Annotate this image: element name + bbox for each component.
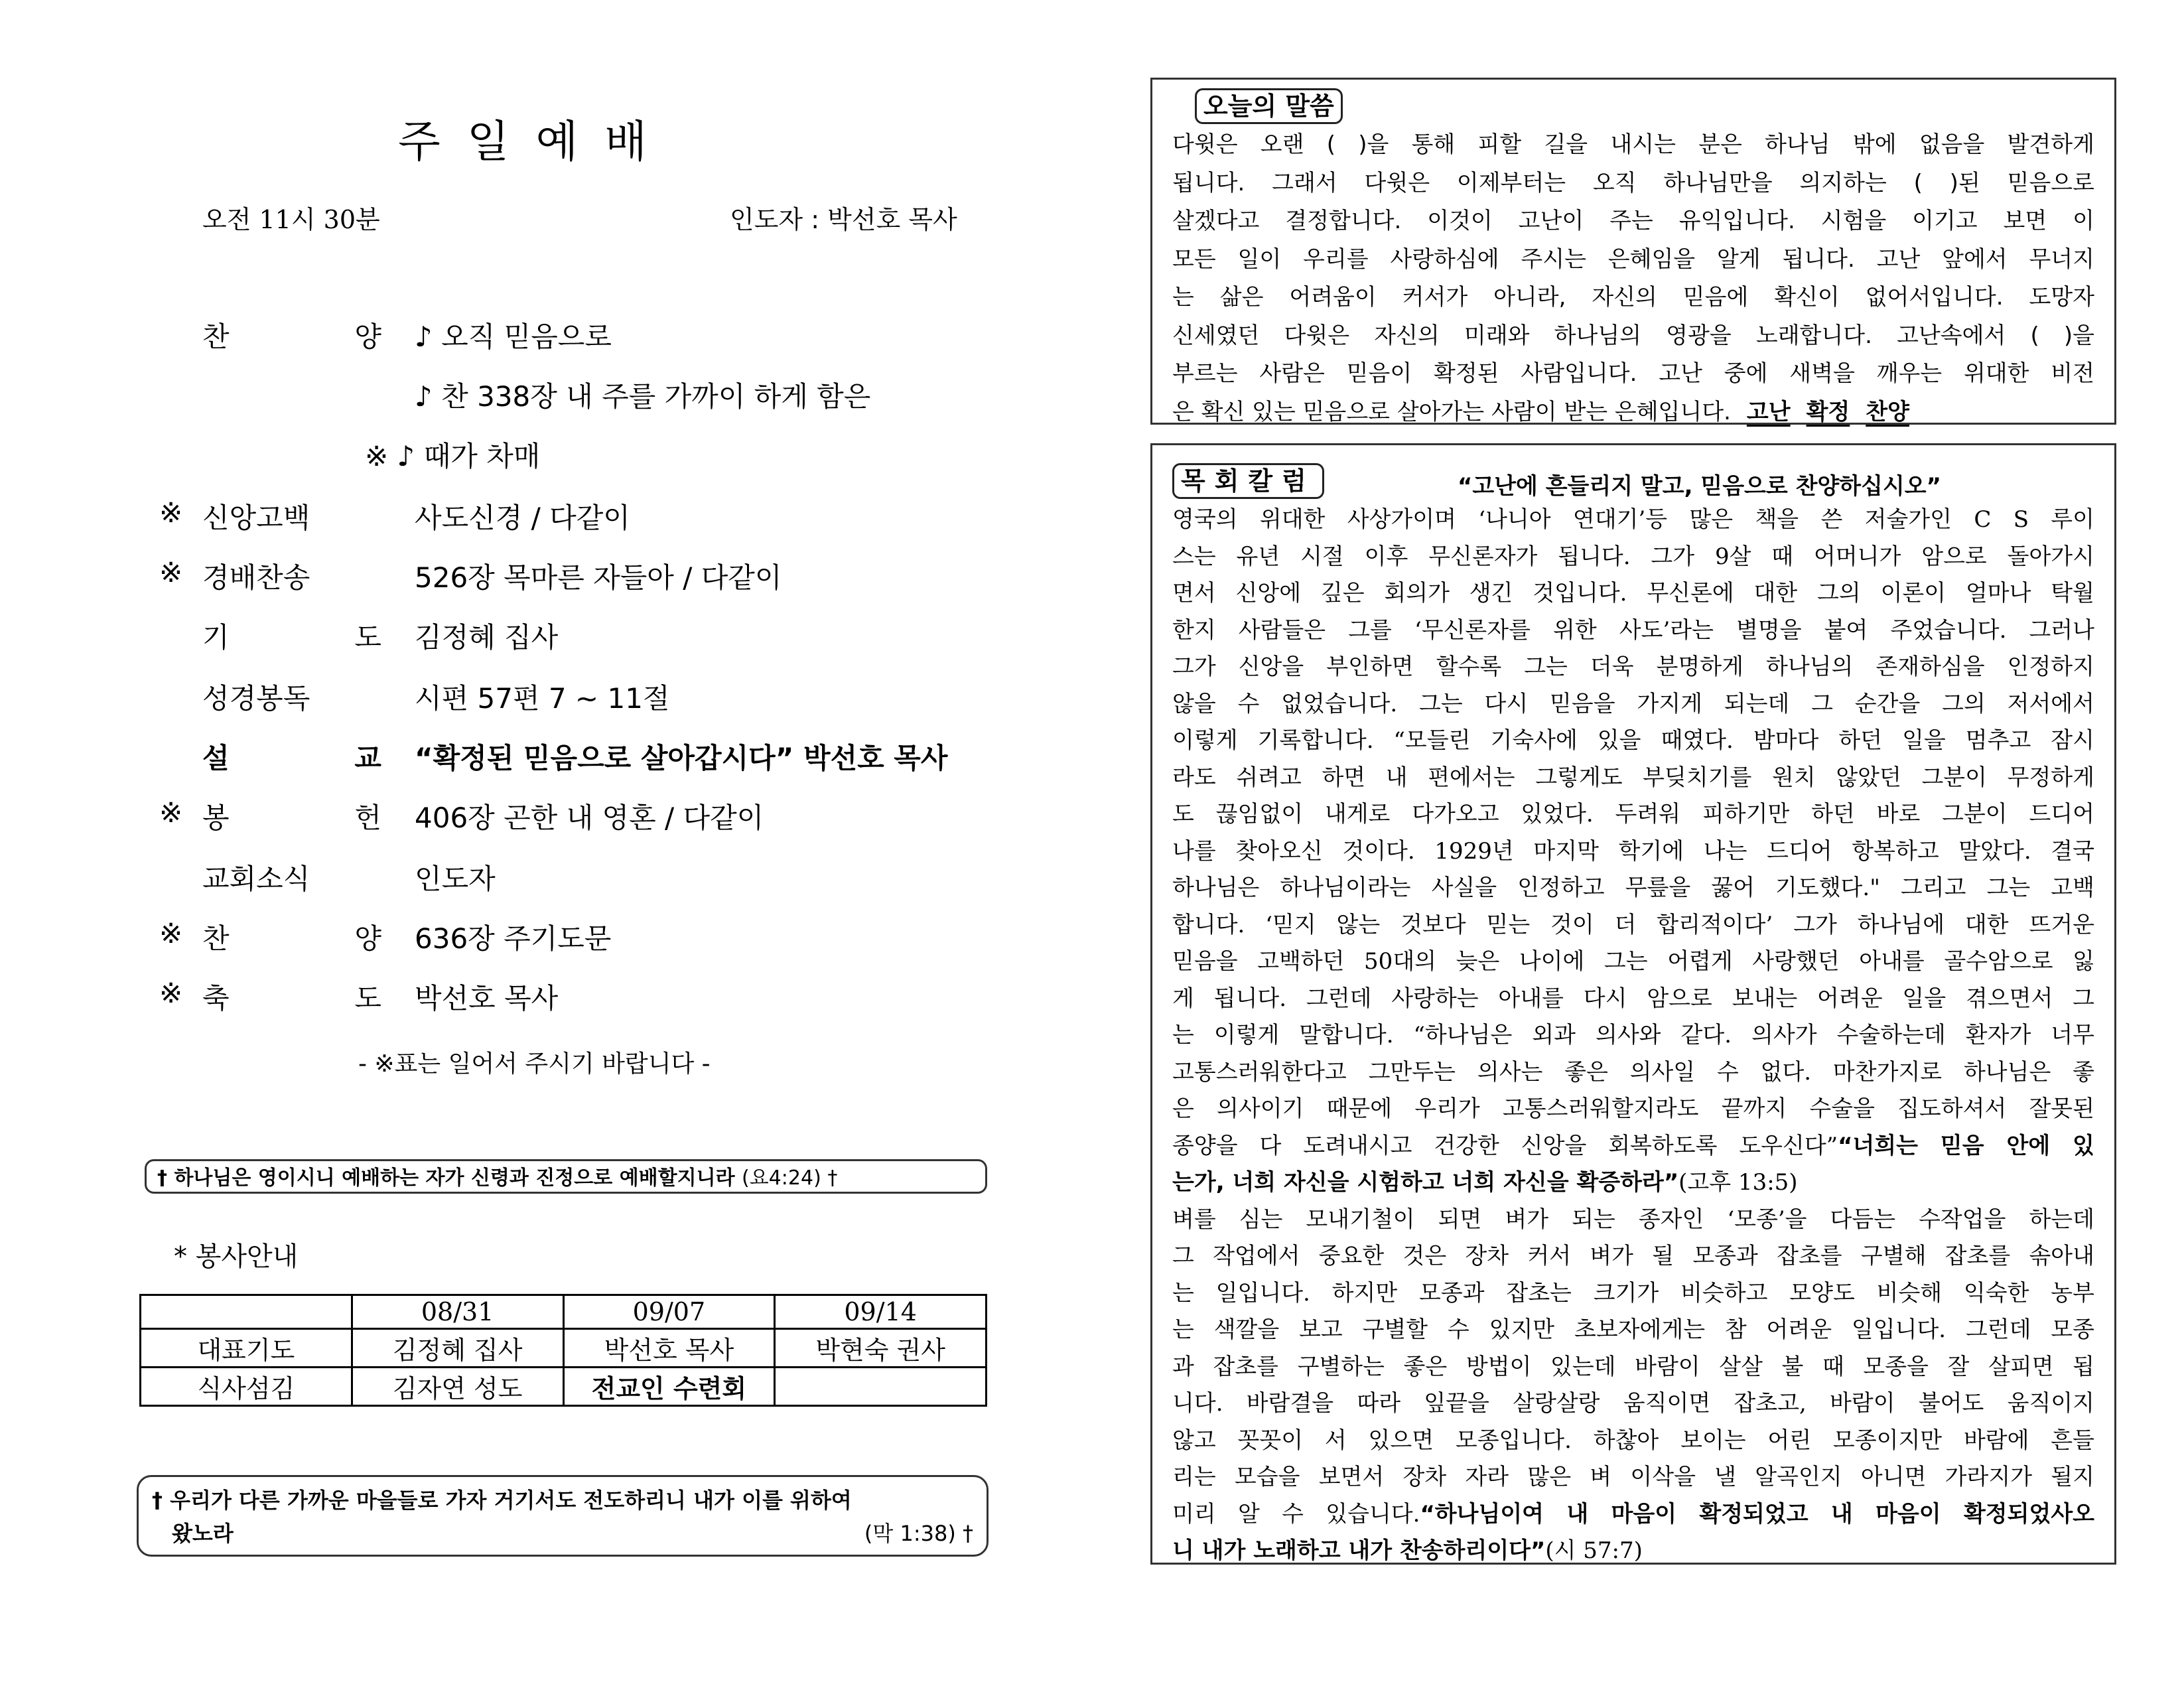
text-line [1172,1275,2094,1312]
table-cell: 김정혜 집사 [352,1329,563,1368]
text-line-content: 게 됩니다. 그런데 사랑하는 아내를 다시 암으로 보내는 어려운 일을 겪으면서 그 [1172,985,2094,1012]
service-table [139,1294,987,1407]
order-label [202,616,381,656]
text-line-content: 니다. 바람결을 따라 잎끝을 살랑살랑 움직이면 잡초고, 바람이 불어도 움직이지 [1172,1390,2094,1417]
order-label-part: 도 [354,982,381,1015]
text-line-content: 영국의 위대한 사상가이며 ‘나니아 연대기’등 많은 책을 쓴 저술가인 C S 루이 [1172,506,2094,533]
order-label [202,977,381,1017]
answer-word: 찬양 [1866,398,1909,425]
todays-word-tag: 오늘의 말씀 [1195,88,1343,124]
verse-ref: (요4:24) † [742,1166,838,1190]
order-label-part: 봉 [202,802,230,834]
order-label [202,917,381,957]
text-line-content: 는 삶은 어려움이 커서가 아니라, 자신의 믿음에 확신이 없어서입니다. 도망자 [1172,284,2094,311]
service-guide-title: * 봉사안내 [174,1241,299,1272]
text-line-content: 고통스러워한다고 그만두는 의사는 좋은 의사일 수 없다. 마찬가지로 하나님은 좋 [1172,1058,2094,1086]
text-line-content: 믿음을 고백하던 50대의 늦은 나이에 그는 어렵게 사랑했던 아내를 골수암으로 잃 [1172,948,2094,975]
stand-mark: ※ [159,556,183,589]
text-line [1172,1017,2094,1054]
text-line [1172,1533,2094,1570]
verse-box-mark [137,1475,989,1557]
order-value: ※ ♪ 때가 차매 [365,440,541,472]
text-line-content: 모든 일이 우리를 사랑하심에 주시는 은혜임을 알게 됩니다. 고난 앞에서 무너지 [1172,246,2094,273]
order-value: 김정혜 집사 [415,621,559,654]
text-line [1172,686,2094,723]
text-line-content: 한지 사람들은 그를 ‘무신론자를 위한 사도’라는 별명을 붙여 주었습니다. 그러나 [1172,616,2094,644]
order-label-part: 기 [202,621,230,654]
order-label [202,796,381,836]
stand-mark: ※ [159,796,183,829]
table-cell: 박선호 목사 [563,1329,775,1368]
text-line [1172,502,2094,539]
pastoral-column-tag: 목회칼럼 [1172,463,1324,499]
text-line-content: 살겠다고 결정합니다. 이것이 고난이 주는 유익입니다. 시험을 이기고 보면 이 [1172,208,2094,234]
stand-mark: ※ [159,917,183,950]
text-line [1172,723,2094,760]
table-cell: 김자연 성도 [352,1368,563,1406]
verse-line-2 [152,1517,973,1550]
verse-ref: (막 1:38) † [864,1521,973,1546]
order-label [202,677,381,717]
answer-word: 고난 [1746,398,1791,425]
table-cell: 식사섬김 [141,1368,352,1406]
text-line-content: 도 끊임없이 내게로 다가오고 있었다. 두려워 피하기만 하던 바로 그분이 드디어 [1172,801,2094,827]
text-line [1172,1238,2094,1275]
text-line-content: 미리 알 수 있습니다. [1172,1500,1420,1527]
text-line [1172,539,2094,576]
order-label-part: 교회소식 [202,863,310,895]
table-header-row [141,1295,987,1329]
order-value: 박선호 목사 [415,982,559,1015]
text-line-content: 됩니다. 그래서 다윗은 이제부터는 오직 하나님만을 의지하는 ( )된 믿음으로 [1172,169,2094,196]
answer-word: 확정 [1806,398,1850,425]
text-line [1172,1091,2094,1128]
text-line [1172,796,2094,833]
text-line-content: 나를 찾아오신 것이다. 1929년 마지막 학기에 나는 드디어 항복하고 말았다. 결국 [1172,837,2094,865]
order-value: 시편 57편 7 ~ 11절 [415,682,670,715]
scripture-quote: 는가, 너희 자신을 시험하고 너희 자신을 확증하라” [1172,1169,1679,1196]
text-line-content: 하나님은 하나님이라는 사실을 인정하고 무릎을 꿇어 기도했다." 그리고 그는 고백 [1172,875,2094,901]
text-line-content: 는 일입니다. 하지만 모종과 잡초는 크기가 비슷하고 모양도 비슷해 익숙한 농부 [1172,1279,2094,1306]
text-line-content: 면서 신앙에 깊은 회의가 생긴 것입니다. 무신론에 대한 그의 이론이 얼마나 탁월 [1172,580,2094,606]
service-leader: 인도자 : 박선호 목사 [730,205,957,234]
order-label [202,737,381,776]
order-value: 406장 곤한 내 영혼 / 다같이 [415,802,764,834]
text-line [1172,165,2094,203]
text-line-content: 종양을 다 도려내시고 건강한 신앙을 회복하도록 도우신다” [1172,1132,1838,1159]
text-line [1172,981,2094,1018]
verse-line-2-text: 왔노라 [172,1521,234,1546]
text-line-content: 그 작업에서 중요한 것은 장차 커서 벼가 될 모종과 잡초를 구별해 잡초를 솎아내 [1172,1243,2094,1269]
stand-mark: ※ [159,496,183,529]
order-value: ♪ 찬 338장 내 주를 가까이 하게 함은 [415,380,871,413]
order-value: 636장 주기도문 [415,922,612,955]
text-line-content: 않고 꼿꼿이 서 있으면 모종입니다. 하찮아 보이는 어린 모종이지만 바람에 흔들 [1172,1427,2094,1454]
text-line [1172,126,2094,165]
text-line-content: 은 의사이기 때문에 우리가 고통스러워할지라도 끝까지 수술을 집도하셔서 잘못된 [1172,1095,2094,1122]
text-line-content: 스는 유년 시절 이후 무신론자가 됩니다. 그가 9살 때 어머니가 암으로 돌아가시 [1172,543,2094,570]
order-label-part: 찬 [202,320,230,353]
table-row [141,1329,987,1368]
text-line [1172,202,2094,241]
verse-text: † 하나님은 영이시니 예배하는 자가 신령과 진정으로 예배할지니라 [157,1166,735,1190]
text-line-content: 다윗은 오랜 ( )을 통해 피할 길을 내시는 분은 하나님 밖에 없음을 발견하게 [1172,131,2094,158]
text-line-content: 리는 모습을 보면서 장차 자라 많은 벼 이삭을 낼 알곡인지 아니면 가라지가 될지 [1172,1464,2094,1490]
text-line [1172,279,2094,317]
order-value: ♪ 오직 믿음으로 [415,320,612,353]
order-label [202,857,381,897]
table-cell: 09/14 [775,1295,987,1329]
service-time: 오전 11시 30분 [202,205,380,234]
table-cell: 전교인 수련회 [563,1368,775,1406]
verse-box-john [145,1159,987,1194]
table-cell: 09/07 [563,1295,775,1329]
text-line [1172,760,2094,797]
order-label-part: 헌 [354,802,381,834]
text-line [1172,1054,2094,1092]
text-line-content: 은 확신 있는 믿음으로 살아가는 사람이 받는 은혜입니다. [1172,398,1731,425]
order-label-part: 설 [202,742,230,774]
table-row [141,1368,987,1406]
table-cell: 08/31 [352,1295,563,1329]
verse-line-1: † 우리가 다른 가까운 마을들로 가자 거기서도 전도하리니 내가 이를 위하여 [152,1488,852,1513]
text-line [1172,1496,2094,1533]
scripture-ref: (시 57:7) [1545,1537,1643,1564]
table-cell [141,1295,352,1329]
text-line [1172,907,2094,944]
order-label [202,496,381,536]
text-line [1172,1349,2094,1386]
order-label-part: 축 [202,982,230,1015]
order-label [202,556,381,596]
scripture-quote: “너희는 믿음 안에 있 [1838,1132,2095,1159]
text-line-content: 신세였던 다윗은 자신의 미래와 하나님의 영광을 노래합니다. 고난속에서 ( )을 [1172,322,2094,349]
order-value: 사도신경 / 다같이 [415,502,630,534]
text-line-content: 벼를 심는 모내기철이 되면 벼가 되는 종자인 ‘모종’을 다듬는 수작업을 하는데 [1172,1206,2094,1233]
text-line-content: 과 잡초를 구별하는 좋은 방법이 있는데 바람이 살살 불 때 모종을 잘 살피면 됩 [1172,1353,2094,1380]
text-line [1172,870,2094,907]
todays-word-text [1172,126,2094,431]
order-label-part: 성경봉독 [202,682,310,715]
table-cell: 대표기도 [141,1329,352,1368]
text-line [1172,833,2094,871]
text-line [1172,317,2094,356]
text-line [1172,1385,2094,1423]
text-line [1172,241,2094,279]
text-line [1172,1164,2094,1202]
scripture-quote: 니 내가 노래하고 내가 찬송하리이다” [1172,1537,1546,1564]
text-line [1172,1202,2094,1239]
order-value: “확정된 믿음으로 살아갑시다” 박선호 목사 [415,742,948,774]
text-line [1172,944,2094,981]
column-title: “고난에 흔들리지 말고, 믿음으로 찬양하십시오” [1458,473,1941,500]
scripture-quote: “하나님이여 내 마음이 확정되었고 내 마음이 확정되었사오 [1420,1500,2095,1527]
text-line [1172,575,2094,612]
page-title: 주일예배 [398,116,674,167]
order-label-part: 양 [354,320,381,353]
text-line [1172,1128,2094,1165]
order-label [202,315,381,355]
order-label-part: 도 [354,621,381,654]
text-line [1172,1459,2094,1496]
text-line-content: 라도 쉬려고 하면 내 편에서는 그렇게도 부딪치기를 원치 않았던 그분이 무정하게 [1172,764,2094,791]
order-value: 526장 목마른 자들아 / 다같이 [415,561,782,594]
order-label-part: 교 [354,742,381,774]
standing-note: - ※표는 일어서 주시기 바랍니다 - [358,1050,711,1078]
table-cell [775,1368,987,1406]
scripture-ref: (고후 13:5) [1678,1169,1798,1196]
text-line-content: 이렇게 기록합니다. “모들린 기숙사에 있을 때였다. 밤마다 하던 일을 멈추고 잠시 [1172,727,2094,754]
text-line [1172,355,2094,393]
text-line [1172,1312,2094,1349]
pastoral-column-box [1150,443,2116,1565]
text-line-content: 는 이렇게 말합니다. “하나님은 외과 의사와 같다. 의사가 수술하는데 환자가 너무 [1172,1022,2094,1048]
table-cell: 박현숙 권사 [775,1329,987,1368]
order-label-part: 경배찬송 [202,561,310,594]
text-line [1172,1423,2094,1460]
todays-word-box [1150,78,2116,425]
text-line [1172,393,2094,432]
column-text [1172,502,2094,1570]
text-line-content: 는 색깔을 보고 구별할 수 있지만 초보자에게는 참 어려운 일입니다. 그런데 모종 [1172,1316,2094,1343]
text-line-content: 않을 수 없었습니다. 그는 다시 믿음을 가지게 되는데 그 순간을 그의 저서에서 [1172,690,2094,717]
text-line [1172,649,2094,686]
order-label-part: 찬 [202,922,230,955]
order-label-part: 양 [354,922,381,955]
text-line [1172,612,2094,650]
order-label-part: 신앙고백 [202,502,310,534]
text-line-content: 합니다. ‘믿지 않는 것보다 믿는 것이 더 합리적이다’ 그가 하나님에 대한 뜨거운 [1172,911,2094,938]
text-line-content: 부르는 사람은 믿음이 확정된 사람입니다. 고난 중에 새벽을 깨우는 위대한 비전 [1172,360,2094,387]
order-value: 인도자 [415,863,496,895]
text-line-content: 그가 신앙을 부인하면 할수록 그는 더욱 분명하게 하나님의 존재하심을 인정하지 [1172,654,2094,680]
stand-mark: ※ [159,977,183,1009]
